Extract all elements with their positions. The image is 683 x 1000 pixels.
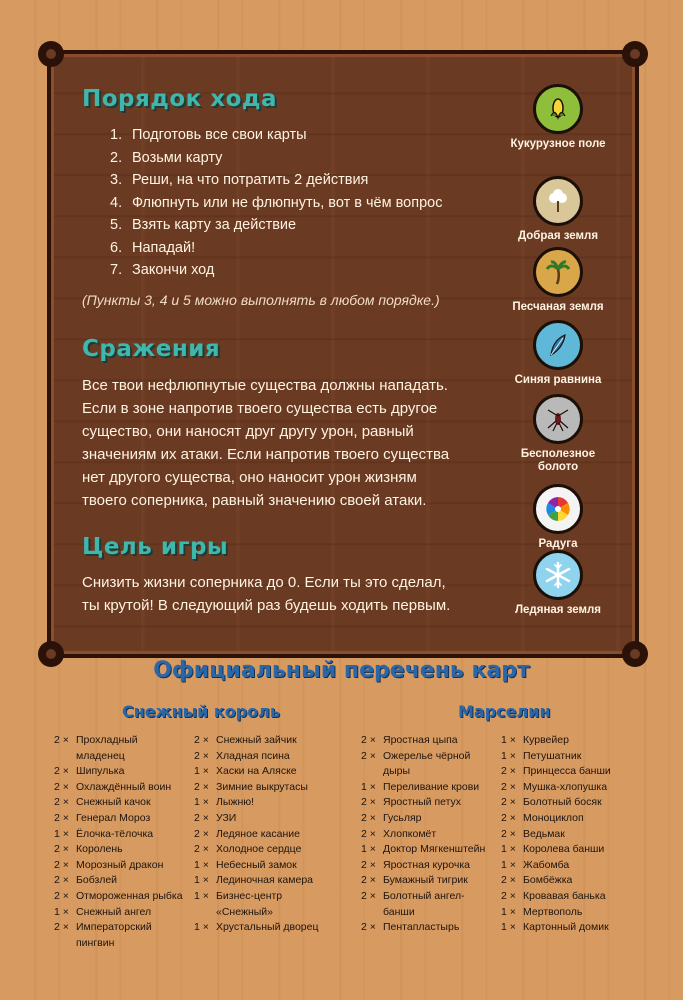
list-item: 2 × Охлаждённый воин	[54, 780, 172, 793]
card-list-column	[361, 733, 493, 936]
list-item: 2 × Хлопкомёт	[361, 827, 437, 840]
list-item: 1 × Переливание крови	[361, 780, 480, 793]
list-item: 1 × Петушатник	[501, 749, 582, 762]
list-item: 2 × Кровавая банька	[501, 889, 606, 902]
snowflake-icon	[533, 550, 583, 600]
mosquito-icon	[533, 394, 583, 444]
list-item: 1 × Королева банши	[501, 843, 605, 856]
card-list-column	[501, 733, 611, 936]
turn-order-list	[110, 124, 442, 282]
list-item: 2 × Хладная псина	[194, 749, 290, 762]
list-item: 1 × Лединочная камера	[194, 874, 314, 887]
goal-text: Снизить жизни соперника до 0. Если ты это сделал, ты крутой! В следующий раз будешь ходить первым.	[82, 574, 451, 614]
list-item: 2 × Ледяное касание	[194, 827, 300, 840]
list-item: 2 × Гусьляр	[361, 811, 422, 824]
list-item: 1 × Жабомба	[501, 858, 570, 871]
list-item: 7. Закончи ход	[110, 262, 215, 278]
land-sandy-earth: Песчаная земля	[508, 247, 608, 314]
list-item: 4. Флюпнуть или не флюпнуть, вот в чём вопрос	[110, 194, 443, 211]
list-item: 2 × Ожерелье чёрной дыры	[361, 749, 471, 778]
list-item: 1 × Курвейер	[501, 734, 569, 746]
cotton-icon	[533, 176, 583, 226]
land-blue-plains: Синяя равнина	[508, 320, 608, 387]
list-item: 2 × Бобзлей	[54, 874, 118, 887]
list-item: 2. Возьми карту	[110, 149, 223, 166]
list-item: 2 × Болотный ангел-банши	[361, 889, 465, 918]
list-item: 1 × Мертвополь	[501, 905, 583, 918]
battles-title: Сражения	[82, 336, 221, 362]
list-item: 2 × Принцесса банши	[501, 765, 611, 778]
list-item: 2 × Болотный босяк	[501, 796, 602, 809]
list-item: 1 × Ёлочка-тёлочка	[54, 827, 154, 840]
list-item: 2 × Зимние выкрутасы	[194, 780, 308, 793]
nail-icon	[622, 41, 648, 67]
feather-icon	[533, 320, 583, 370]
list-item: 6. Нападай!	[110, 239, 196, 256]
list-item: 2 × Бомбёжка	[501, 874, 573, 887]
turn-order-note: (Пункты 3, 4 и 5 можно выполнять в любом порядке.)	[82, 292, 440, 308]
deck-title-marceline: Марселин	[458, 702, 551, 721]
list-item: 1 × Бизнес-центр «Снежный»	[194, 889, 283, 918]
list-item: 2 × Королень	[54, 843, 123, 856]
battles-text: Все твои нефлюпнутые существа должны нападать. Если в зоне напротив твоего существа есть другое существо, они наносят друг другу урон, равный значениям их атаки. Если напротив твоего существа нет другого существа, оно наносит урон жизням твоего соперника, равный значению своей атаки.	[82, 377, 450, 509]
land-useless-swamp: Бесполезное болото	[508, 394, 608, 474]
list-item: 1 × Снежный ангел	[54, 905, 152, 918]
list-item: 2 × Снежный качок	[54, 796, 151, 809]
list-item: 1 × Небесный замок	[194, 858, 297, 871]
list-item: 3. Реши, на что потратить 2 действия	[110, 172, 369, 188]
list-item: 1 × Хрустальный дворец	[194, 921, 319, 934]
list-item: 2 × Мушка-хлопушка	[501, 780, 608, 793]
list-item: 2 × Генерал Мороз	[54, 811, 151, 824]
list-item: 2 × Бумажный тигрик	[361, 874, 468, 887]
list-item: 2 × Моноциклоп	[501, 811, 584, 824]
turn-order-title: Порядок хода	[82, 86, 278, 112]
list-item: 2 × Снежный зайчик	[194, 734, 297, 746]
card-list-title: Официальный перечень карт	[153, 658, 530, 683]
list-item: 2 × Яростная цыпа	[361, 734, 458, 746]
rainbow-icon	[533, 484, 583, 534]
list-item: 2 × Прохладный младенец	[54, 734, 138, 762]
land-rainbow: Радуга	[508, 484, 608, 551]
goal-title: Цель игры	[82, 534, 229, 560]
list-item: 2 × Шипулька	[54, 765, 125, 778]
list-item: 1 × Хаски на Аляске	[194, 765, 297, 778]
list-item: 1 × Доктор Мягкенштейн	[361, 843, 486, 856]
nail-icon	[38, 41, 64, 67]
list-item: 5. Взять карту за действие	[110, 217, 297, 233]
list-item: 1. Подготовь все свои карты	[110, 127, 307, 143]
list-item: 2 × Яростная курочка	[361, 858, 470, 871]
deck-title-snow-king: Снежный король	[122, 702, 281, 721]
list-item: 1 × Картонный домик	[501, 921, 609, 934]
list-item: 2 × Ведьмак	[501, 827, 565, 840]
list-item: 2 × Отмороженная рыбка	[54, 889, 183, 902]
list-item: 2 × Морозный дракон	[54, 858, 164, 871]
list-item: 1 × Лыжню!	[194, 796, 255, 809]
land-corn-field: Кукурузное поле	[508, 84, 608, 151]
list-item: 2 × Пентапластырь	[361, 921, 460, 934]
palm-icon	[533, 247, 583, 297]
card-list-column	[54, 733, 184, 951]
list-item: 2 × УЗИ	[194, 811, 237, 824]
card-list-column	[194, 733, 324, 936]
list-item: 2 × Императорский пингвин	[54, 921, 152, 949]
land-good-earth: Добрая земля	[508, 176, 608, 243]
land-ice-earth: Ледяная земля	[508, 550, 608, 617]
list-item: 2 × Яростный петух	[361, 796, 462, 809]
list-item: 2 × Холодное сердце	[194, 843, 302, 856]
corn-icon	[533, 84, 583, 134]
